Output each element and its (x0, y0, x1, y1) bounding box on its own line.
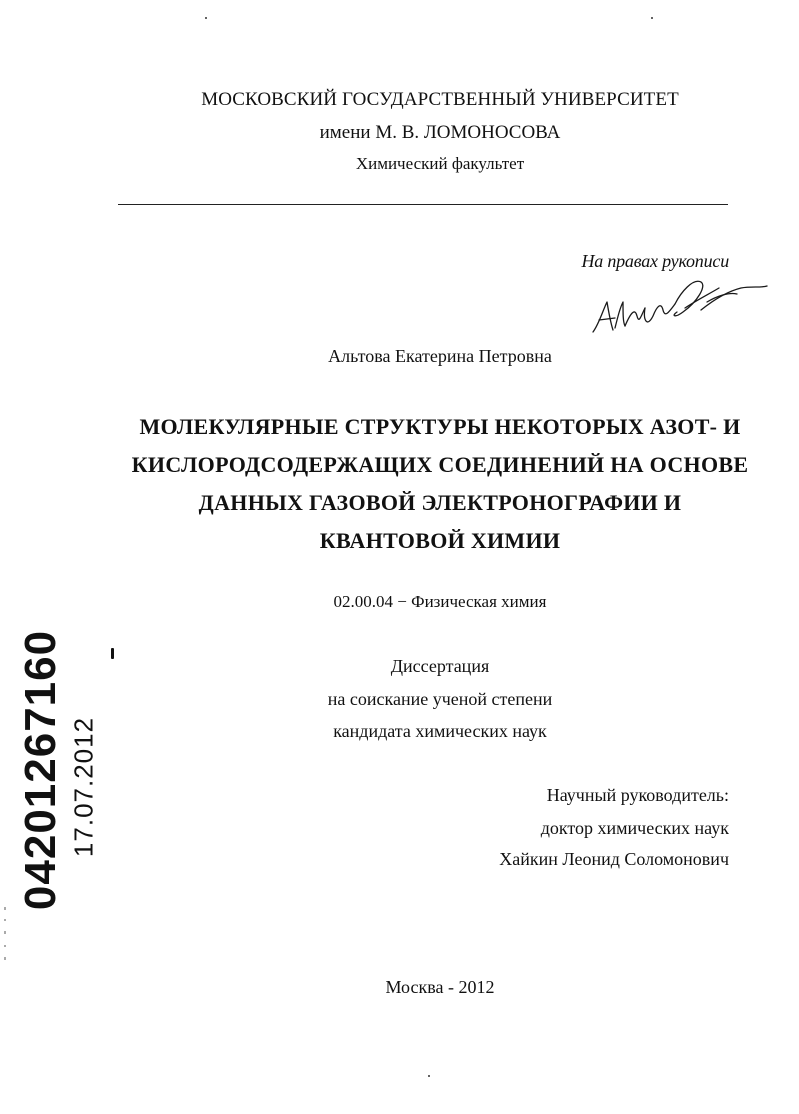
specialty-code: 02.00.04 − Физическая химия (333, 592, 547, 611)
scan-edge-marks (2, 905, 8, 965)
university-named-after: имени М. В. ЛОМОНОСОВА (319, 122, 561, 143)
header-divider (118, 204, 728, 205)
supervisor-label: Научный руководитель: (546, 785, 729, 805)
title-line: КИСЛОРОДСОДЕРЖАЩИХ СОЕДИНЕНИЙ НА ОСНОВЕ (131, 452, 749, 477)
degree-name: кандидата химических наук (333, 721, 547, 741)
degree-purpose: на соискание ученой степени (327, 689, 553, 709)
title-line: ДАННЫХ ГАЗОВОЙ ЭЛЕКТРОНОГРАФИИ И (198, 490, 682, 515)
manuscript-note: На правах рукописи (581, 251, 729, 271)
dissertation-label: Диссертация (390, 656, 490, 676)
scan-speck (205, 17, 207, 19)
library-stamp-number: 04201267160 (16, 629, 65, 911)
dissertation-title (110, 408, 770, 560)
author-name: Альтова Екатерина Петровна (328, 346, 552, 366)
library-stamp-date: 17.07.2012 (68, 716, 99, 858)
title-line: КВАНТОВОЙ ХИМИИ (319, 528, 561, 553)
supervisor-name: Хайкин Леонид Соломонович (499, 849, 729, 869)
faculty-name: Химический факультет (355, 154, 525, 173)
scan-speck (651, 17, 653, 19)
city-year: Москва - 2012 (385, 977, 495, 997)
supervisor-degree: доктор химических наук (540, 818, 729, 838)
handwritten-signature (585, 272, 770, 342)
scan-speck (428, 1075, 430, 1077)
university-name: МОСКОВСКИЙ ГОСУДАРСТВЕННЫЙ УНИВЕРСИТЕТ (201, 89, 679, 110)
title-line: МОЛЕКУЛЯРНЫЕ СТРУКТУРЫ НЕКОТОРЫХ АЗОТ- И (139, 414, 741, 439)
